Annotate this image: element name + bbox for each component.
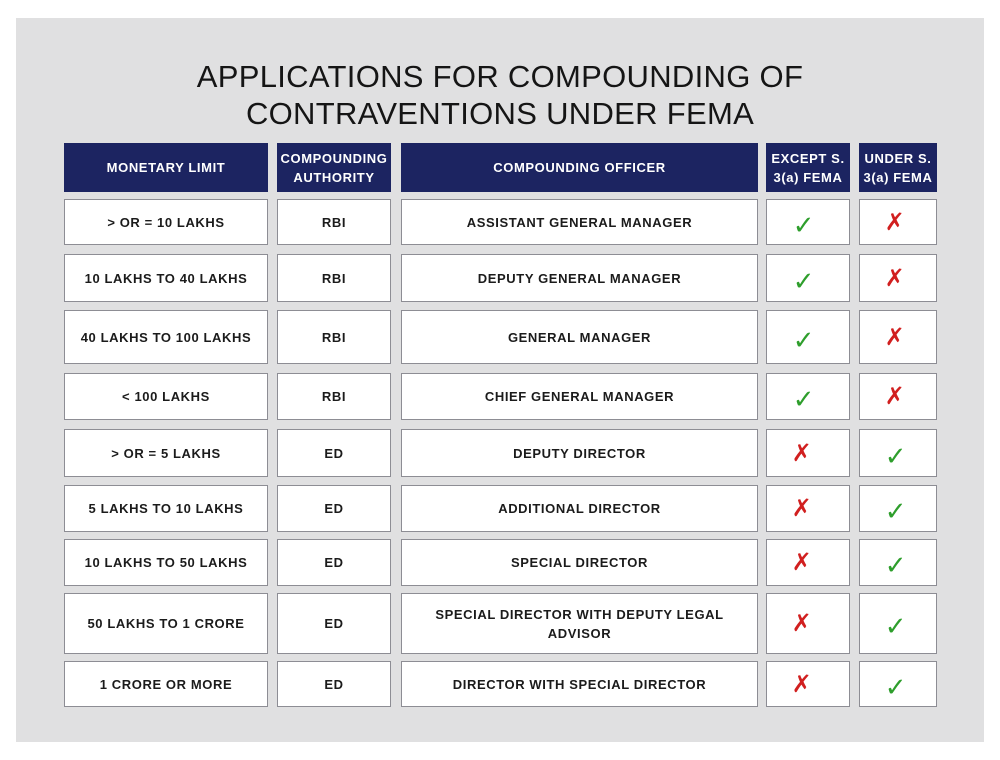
checkmark-icon: ✓	[884, 496, 908, 526]
cross-icon: ✗	[791, 670, 813, 698]
cell-except-s3a	[766, 310, 850, 364]
cell-under-s3a	[859, 429, 937, 477]
cell-except-s3a	[766, 254, 850, 302]
cell-under-s3a	[859, 593, 937, 654]
cell-except-s3a	[766, 373, 850, 420]
cross-icon: ✗	[884, 264, 906, 292]
cell-except-s3a	[766, 485, 850, 532]
header-compounding-authority: COMPOUNDING AUTHORITY	[277, 143, 391, 192]
cell-under-s3a	[859, 254, 937, 302]
cell-except-s3a	[766, 539, 850, 586]
cell-compounding-officer: ADDITIONAL DIRECTOR	[401, 485, 758, 532]
cell-except-s3a	[766, 593, 850, 654]
cell-monetary-limit: < 100 LAKHS	[64, 373, 268, 420]
checkmark-icon: ✓	[792, 265, 816, 296]
cell-monetary-limit: > OR = 10 LAKHS	[64, 199, 268, 245]
checkmark-icon: ✓	[884, 611, 908, 641]
checkmark-icon: ✓	[884, 671, 908, 702]
header-under-s3a: UNDER S. 3(a) FEMA	[859, 143, 937, 192]
cell-compounding-authority: RBI	[277, 254, 391, 302]
cross-icon: ✗	[884, 323, 906, 351]
cell-compounding-officer: DIRECTOR WITH SPECIAL DIRECTOR	[401, 661, 758, 707]
cell-except-s3a	[766, 429, 850, 477]
checkmark-icon: ✓	[884, 440, 908, 471]
cell-compounding-authority: ED	[277, 429, 391, 477]
cell-compounding-authority: ED	[277, 661, 391, 707]
checkmark-icon: ✓	[792, 324, 816, 355]
infographic-panel	[16, 18, 984, 742]
cell-under-s3a	[859, 661, 937, 707]
cell-monetary-limit: 40 LAKHS TO 100 LAKHS	[64, 310, 268, 364]
cell-compounding-authority: RBI	[277, 373, 391, 420]
cell-compounding-officer: SPECIAL DIRECTOR WITH DEPUTY LEGAL ADVISOR	[401, 593, 758, 654]
cell-monetary-limit: 10 LAKHS TO 50 LAKHS	[64, 539, 268, 586]
cross-icon: ✗	[791, 439, 813, 467]
cell-compounding-authority: ED	[277, 485, 391, 532]
cross-icon: ✗	[884, 208, 906, 236]
header-compounding-officer: COMPOUNDING OFFICER	[401, 143, 758, 192]
cell-compounding-authority: ED	[277, 593, 391, 654]
cell-monetary-limit: 1 CRORE OR MORE	[64, 661, 268, 707]
cell-compounding-officer: DEPUTY GENERAL MANAGER	[401, 254, 758, 302]
cell-under-s3a	[859, 310, 937, 364]
cross-icon: ✗	[884, 383, 906, 410]
checkmark-icon: ✓	[792, 209, 816, 240]
cell-monetary-limit: 10 LAKHS TO 40 LAKHS	[64, 254, 268, 302]
cell-except-s3a	[766, 661, 850, 707]
title-line-2: CONTRAVENTIONS UNDER FEMA	[245, 96, 755, 131]
cell-monetary-limit: 50 LAKHS TO 1 CRORE	[64, 593, 268, 654]
checkmark-icon: ✓	[884, 550, 908, 580]
cell-compounding-officer: GENERAL MANAGER	[401, 310, 758, 364]
cell-compounding-officer: ASSISTANT GENERAL MANAGER	[401, 199, 758, 245]
cross-icon: ✗	[791, 495, 813, 522]
cell-compounding-officer: SPECIAL DIRECTOR	[401, 539, 758, 586]
cross-icon: ✗	[791, 610, 813, 637]
cell-compounding-authority: RBI	[277, 310, 391, 364]
cell-compounding-authority: ED	[277, 539, 391, 586]
cell-under-s3a	[859, 485, 937, 532]
cell-monetary-limit: 5 LAKHS TO 10 LAKHS	[64, 485, 268, 532]
header-except-s3a: EXCEPT S. 3(a) FEMA	[766, 143, 850, 192]
title-line-1: APPLICATIONS FOR COMPOUNDING OF	[196, 59, 804, 94]
cell-compounding-authority: RBI	[277, 199, 391, 245]
cross-icon: ✗	[791, 549, 813, 576]
checkmark-icon: ✓	[792, 384, 816, 414]
header-monetary-limit: MONETARY LIMIT	[64, 143, 268, 192]
cell-under-s3a	[859, 199, 937, 245]
cell-compounding-officer: CHIEF GENERAL MANAGER	[401, 373, 758, 420]
cell-compounding-officer: DEPUTY DIRECTOR	[401, 429, 758, 477]
cell-except-s3a	[766, 199, 850, 245]
cell-monetary-limit: > OR = 5 LAKHS	[64, 429, 268, 477]
cell-under-s3a	[859, 373, 937, 420]
page-title	[16, 58, 984, 132]
cell-under-s3a	[859, 539, 937, 586]
